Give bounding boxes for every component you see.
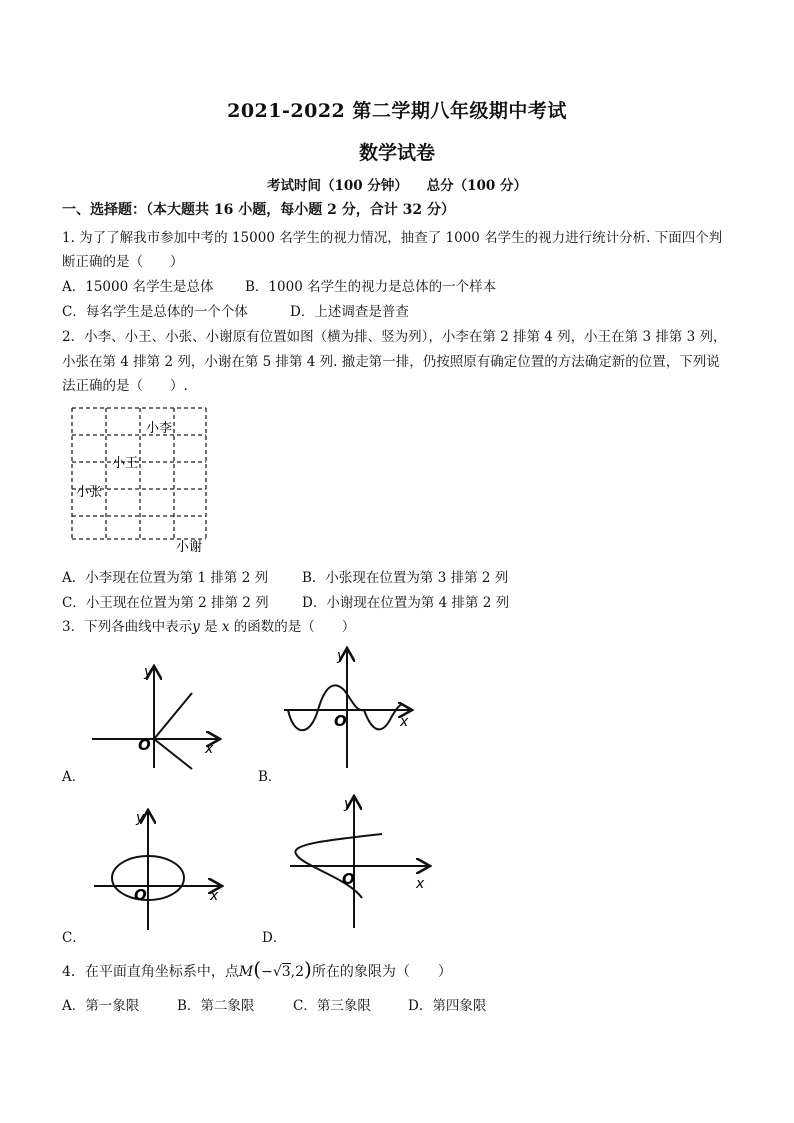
graph-a-x-label: x (205, 741, 214, 757)
grid-label-xiaozhang: 小张 (76, 485, 103, 500)
exam-subtitle: 数学试卷 (358, 142, 435, 164)
q4-paren-open: ( (253, 957, 262, 981)
q2-option-c: C．小王现在位置为第 2 排第 2 列 (62, 595, 269, 611)
q2-stem-line3: 法正确的是（ ）. (62, 378, 188, 394)
q2-option-a: A．小李现在位置为第 1 排第 2 列 (62, 570, 269, 586)
q2-stem-line2: 小张在第 4 排第 2 列，小谢在第 5 排第 4 列. 撤走第一排，仍按照原有确定位置的方法确定新的位置，下列说 (62, 354, 720, 370)
q1-stem-line2: 断正确的是（ ） (62, 254, 184, 270)
q1-stem-line1: 1. 为了了解我市参加中考的 15000 名学生的视力情况，抽查了 1000 名学生的视力进行统计分析. 下面四个判 (62, 230, 723, 246)
q4-stem-suffix: 所在的象限为（ ） (311, 964, 452, 980)
q3-var-y: y (192, 619, 200, 635)
q3-var-x: x (221, 619, 230, 635)
q4-option-c: C．第三象限 (293, 998, 371, 1014)
q1-option-d: D．上述调查是普查 (290, 304, 409, 320)
graph-d-origin: O (342, 870, 355, 888)
q3-stem-suffix: 的函数的是（ ） (229, 619, 356, 635)
q2-option-b: B．小张现在位置为第 3 排第 2 列 (302, 570, 509, 586)
q3-option-c-label: C． (62, 930, 86, 946)
exam-info: 考试时间（100 分钟） 总分（100 分） (266, 178, 528, 194)
graph-b-origin: O (334, 712, 347, 730)
q3-option-d-label: D． (262, 930, 287, 946)
q4-paren-close: ) (304, 957, 312, 981)
q4-option-d: D．第四象限 (408, 998, 487, 1014)
q2-option-d: D．小谢现在位置为第 4 排第 2 列 (302, 595, 510, 611)
grid-label-xiaowang: 小王 (112, 456, 139, 471)
graph-a-y-label: y (144, 664, 153, 680)
graph-a-origin: O (138, 736, 151, 754)
q2-stem-line1: 2．小李、小王、小张、小谢原有位置如图（横为排、竖为列），小李在第 2 排第 4 列，小王在第 3 排第 3 列， (62, 329, 727, 345)
grid-label-xiaoli: 小李 (146, 421, 173, 436)
graph-c-x-label: x (210, 888, 219, 904)
exam-title: 2021-2022 第二学期八年级期中考试 (227, 100, 567, 122)
q4-point: M (238, 964, 254, 980)
q3-graph-c (92, 806, 226, 936)
q1-option-b: B．1000 名学生的视力是总体的一个样本 (245, 279, 497, 295)
q4-option-a: A．第一象限 (62, 998, 140, 1014)
q4-sqrt-symbol: √ (272, 964, 282, 980)
q3-stem-prefix: 3．下列各曲线中表示 (62, 619, 193, 635)
graph-d-y-label: y (344, 796, 353, 812)
q4-neg-sign: − (261, 964, 273, 980)
q4-option-b: B．第二象限 (177, 998, 255, 1014)
seating-grid-figure (66, 404, 216, 558)
graph-b-x-label: x (400, 714, 409, 730)
grid-label-xiaoxie: 小谢 (176, 540, 203, 555)
graph-b-y-label: y (337, 648, 346, 664)
q1-option-a: A．15000 名学生是总体 (62, 279, 214, 295)
q1-option-c: C．每名学生是总体的一个个体 (62, 304, 248, 320)
q3-option-b-label: B． (258, 769, 282, 785)
q3-graph-d (288, 792, 434, 932)
q4-coord-rest: ,2 (290, 964, 305, 980)
q3-graph-b (282, 642, 416, 772)
q4-root-value: 3 (281, 964, 291, 980)
q3-stem (62, 615, 355, 635)
q4-stem-prefix: 4．在平面直角坐标系中，点 (62, 964, 239, 980)
graph-d-x-label: x (416, 876, 425, 892)
graph-c-y-label: y (136, 810, 145, 826)
q3-option-a-label: A． (62, 769, 86, 785)
q3-stem-mid: 是 (199, 619, 222, 635)
section-heading: 一、选择题：（本大题共 16 小题，每小题 2 分，合计 32 分） (62, 202, 455, 218)
q3-graph-a (88, 660, 228, 772)
q4-stem (62, 957, 452, 981)
graph-c-origin: O (134, 886, 147, 904)
